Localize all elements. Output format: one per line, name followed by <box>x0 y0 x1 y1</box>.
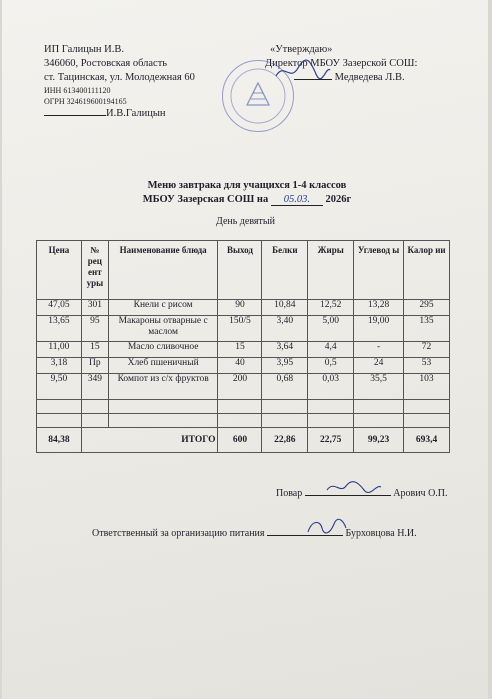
company-ogrn: ОГРН 324619600194165 <box>44 97 127 106</box>
cell-price: 13,65 <box>37 316 82 342</box>
header-protein: Белки <box>262 241 308 300</box>
cell-price: 3,18 <box>37 358 82 374</box>
cell-carbs: 13,28 <box>354 300 404 316</box>
cell-price: 9,50 <box>37 374 82 400</box>
table-row <box>37 358 450 374</box>
cell-protein: 10,84 <box>262 300 308 316</box>
signature-blank <box>44 115 106 116</box>
responsible-name: Бурховцова Н.И. <box>345 528 417 539</box>
cell-fat: 4,4 <box>308 342 354 358</box>
cell-carbs: 24 <box>354 358 404 374</box>
cell-dish: Кнели с рисом <box>108 300 218 316</box>
cell-kcal: 53 <box>404 358 450 374</box>
cook-name: Арович О.П. <box>393 488 448 499</box>
cell-kcal: 103 <box>404 374 450 400</box>
cell-output: 40 <box>218 358 262 374</box>
total-kcal: 693,4 <box>404 428 450 453</box>
approver-name: Медведева Л.В. <box>334 72 405 83</box>
cell-fat: 0,5 <box>308 358 354 374</box>
cell-recipe: Пр <box>81 358 108 374</box>
cell-kcal: 295 <box>404 300 450 316</box>
year: 2026г <box>325 194 352 205</box>
empty-row <box>37 400 450 414</box>
cell-dish: Макароны отварные с маслом <box>108 316 218 342</box>
cell-kcal: 72 <box>404 342 450 358</box>
table-row <box>37 374 450 400</box>
cell-carbs: 19,00 <box>354 316 404 342</box>
table-row <box>37 300 450 316</box>
cell-recipe: 301 <box>81 300 108 316</box>
total-price: 84,38 <box>37 428 82 453</box>
cell-output: 150/5 <box>218 316 262 342</box>
cell-protein: 3,40 <box>262 316 308 342</box>
table-row <box>37 342 450 358</box>
company-address-region: 346060, Ростовская область <box>44 58 168 69</box>
company-signature-line <box>44 108 166 120</box>
day-label: День девятый <box>216 216 275 227</box>
responsible-label: Ответственный за организацию питания <box>92 528 265 539</box>
cell-dish: Хлеб пшеничный <box>108 358 218 374</box>
director-signature-icon <box>272 58 332 84</box>
company-inn: ИНН 613400111120 <box>44 86 111 95</box>
total-carbs: 99,23 <box>354 428 404 453</box>
cell-recipe: 349 <box>81 374 108 400</box>
cell-price: 11,00 <box>37 342 82 358</box>
header-dish: Наименование блюда <box>108 241 218 300</box>
total-output: 600 <box>218 428 262 453</box>
cell-protein: 3,95 <box>262 358 308 374</box>
handwritten-date: 05.03. <box>271 194 323 206</box>
cell-dish: Компот из с/х фруктов <box>108 374 218 400</box>
cell-protein: 0,68 <box>262 374 308 400</box>
menu-table <box>36 240 450 453</box>
total-label: ИТОГО <box>81 428 218 453</box>
approver-position: Директор МБОУ Зазерской СОШ: <box>265 58 418 69</box>
table-header-row <box>37 241 450 300</box>
cook-label: Повар <box>276 488 303 499</box>
cell-fat: 5,00 <box>308 316 354 342</box>
cell-protein: 3,64 <box>262 342 308 358</box>
company-signature-name: И.В.Галицын <box>106 108 166 119</box>
total-protein: 22,86 <box>262 428 308 453</box>
cell-kcal: 135 <box>404 316 450 342</box>
company-name: ИП Галицын И.В. <box>44 44 124 55</box>
cell-fat: 0,03 <box>308 374 354 400</box>
cell-price: 47,05 <box>37 300 82 316</box>
total-fat: 22,75 <box>308 428 354 453</box>
header-carbs: Углевод ы <box>354 241 404 300</box>
header-recipe: № рец ент уры <box>81 241 108 300</box>
header-fat: Жиры <box>308 241 354 300</box>
document-sheet <box>2 0 488 699</box>
cell-carbs: 35,5 <box>354 374 404 400</box>
cell-recipe: 95 <box>81 316 108 342</box>
cell-output: 15 <box>218 342 262 358</box>
cell-recipe: 15 <box>81 342 108 358</box>
responsible-signature-line <box>92 528 417 539</box>
responsible-signature-icon <box>304 516 348 538</box>
cell-carbs: - <box>354 342 404 358</box>
cell-output: 200 <box>218 374 262 400</box>
cook-signature-icon <box>324 478 384 496</box>
header-output: Выход <box>218 241 262 300</box>
total-row <box>37 428 450 453</box>
menu-title: Меню завтрака для учащихся 1-4 классов <box>147 180 347 191</box>
empty-row <box>37 414 450 428</box>
approve-label: «Утверждаю» <box>270 44 333 55</box>
menu-subtitle <box>117 194 377 206</box>
cell-output: 90 <box>218 300 262 316</box>
header-kcal: Калор ии <box>404 241 450 300</box>
table-row <box>37 316 450 342</box>
cell-fat: 12,52 <box>308 300 354 316</box>
company-address-street: ст. Тацинская, ул. Молодежная 60 <box>44 72 195 83</box>
cell-dish: Масло сливочное <box>108 342 218 358</box>
school-name: МБОУ Зазерская СОШ на <box>142 194 269 205</box>
header-price: Цена <box>37 241 82 300</box>
